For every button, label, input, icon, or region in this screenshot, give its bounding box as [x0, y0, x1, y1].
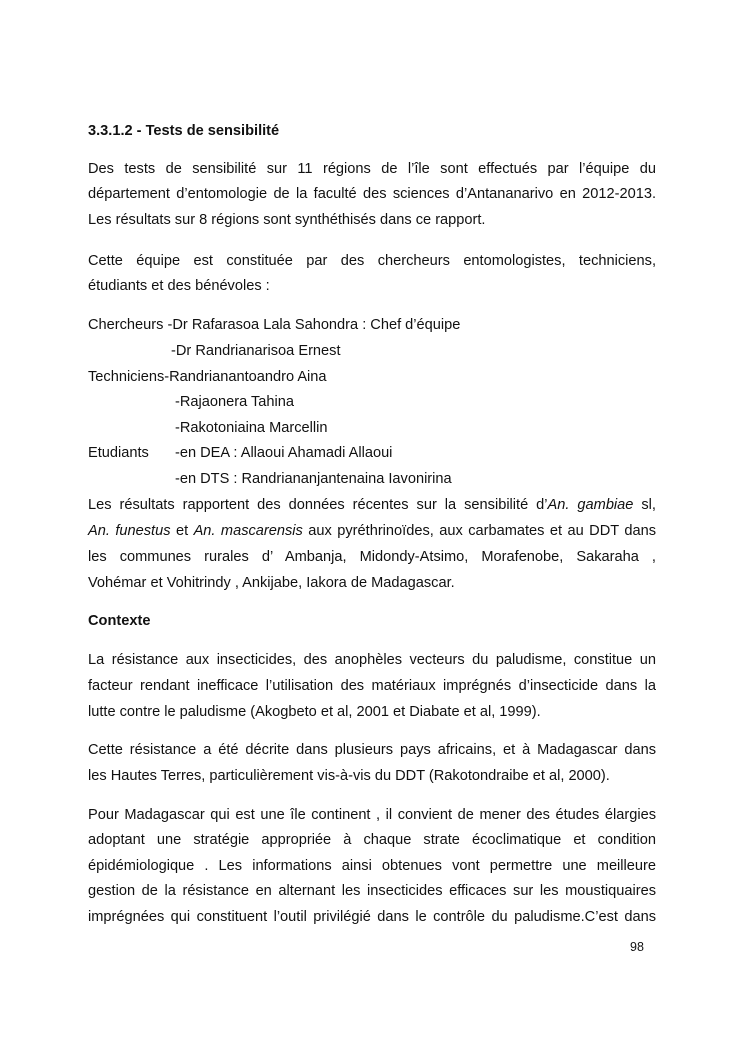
team-label: Etudiants — [88, 445, 149, 461]
text-run: sl, — [633, 497, 656, 513]
team-member: -Rajaonera Tahina — [175, 394, 294, 410]
text-line: étudiants et des bénévoles : — [88, 278, 270, 294]
species-name: An. gambiae — [547, 497, 634, 513]
text-run: aux pyréthrinoïdes, aux carbamates et au DDT dans — [302, 523, 656, 539]
text-line: Vohémar et Vohitrindy , Ankijabe, Iakora de Madagascar. — [88, 575, 455, 591]
text-line: facteur rendant inefficace l’utilisation des matériaux imprégnés d’insecticide dans la — [88, 678, 656, 694]
team-member: -en DTS : Randriananjantenaina Iavonirina — [175, 471, 452, 487]
page-number: 98 — [630, 940, 644, 954]
text-line: les communes rurales d’ Ambanja, Midondy-Atsimo, Morafenobe, Sakaraha , — [88, 549, 656, 565]
team-row-chercheurs — [88, 316, 460, 334]
text-run: et — [170, 523, 194, 539]
team-member: -Rakotoniaina Marcellin — [175, 420, 328, 436]
team-row-techniciens — [88, 368, 327, 386]
team-member: -en DEA : Allaoui Ahamadi Allaoui — [175, 445, 393, 461]
team-member: -Randrianantoandro Aina — [164, 369, 327, 385]
team-label: Techniciens — [88, 369, 165, 385]
team-member: -Dr Rafarasoa Lala Sahondra : Chef d’équipe — [167, 317, 461, 333]
text-line: Cette équipe est constituée par des chercheurs entomologistes, techniciens, — [88, 253, 656, 269]
text-run: Les résultats rapportent des données récentes sur la sensibilité d’ — [88, 497, 548, 513]
contexte-heading: Contexte — [88, 613, 151, 629]
text-line: département d’entomologie de la faculté des sciences d’Antananarivo en 2012-2013. — [88, 186, 656, 202]
text-line: épidémiologique . Les informations ainsi obtenues vont permettre une meilleure — [88, 858, 656, 874]
text-line: lutte contre le paludisme (Akogbeto et al, 2001 et Diabate et al, 1999). — [88, 704, 541, 720]
text-line: les Hautes Terres, particulièrement vis-à-vis du DDT (Rakotondraibe et al, 2000). — [88, 768, 610, 784]
section-heading: 3.3.1.2 - Tests de sensibilité — [88, 123, 280, 139]
text-line: Cette résistance a été décrite dans plusieurs pays africains, et à Madagascar dans — [88, 742, 656, 758]
text-line: Les résultats sur 8 régions sont synthéthisés dans ce rapport. — [88, 212, 486, 228]
text-line: Pour Madagascar qui est une île continent , il convient de mener des études élargies — [88, 807, 656, 823]
text-line: Des tests de sensibilité sur 11 régions de l’île sont effectués par l’équipe du — [88, 161, 656, 177]
species-name: An. funestus — [88, 523, 171, 539]
text-line: La résistance aux insecticides, des anophèles vecteurs du paludisme, constitue un — [88, 652, 656, 668]
text-line: imprégnées qui constituent l’outil privilégié dans le contrôle du paludisme.C’est dans — [88, 909, 656, 925]
team-label: Chercheurs — [88, 317, 164, 333]
team-member: -Dr Randrianarisoa Ernest — [171, 343, 341, 359]
text-line — [88, 496, 656, 514]
text-line — [88, 522, 656, 540]
text-line: adoptant une stratégie appropriée à chaque strate écoclimatique et condition — [88, 832, 656, 848]
text-line: gestion de la résistance en alternant les insecticides efficaces sur les moustiquaires — [88, 883, 656, 899]
species-name: An. mascarensis — [193, 523, 303, 539]
